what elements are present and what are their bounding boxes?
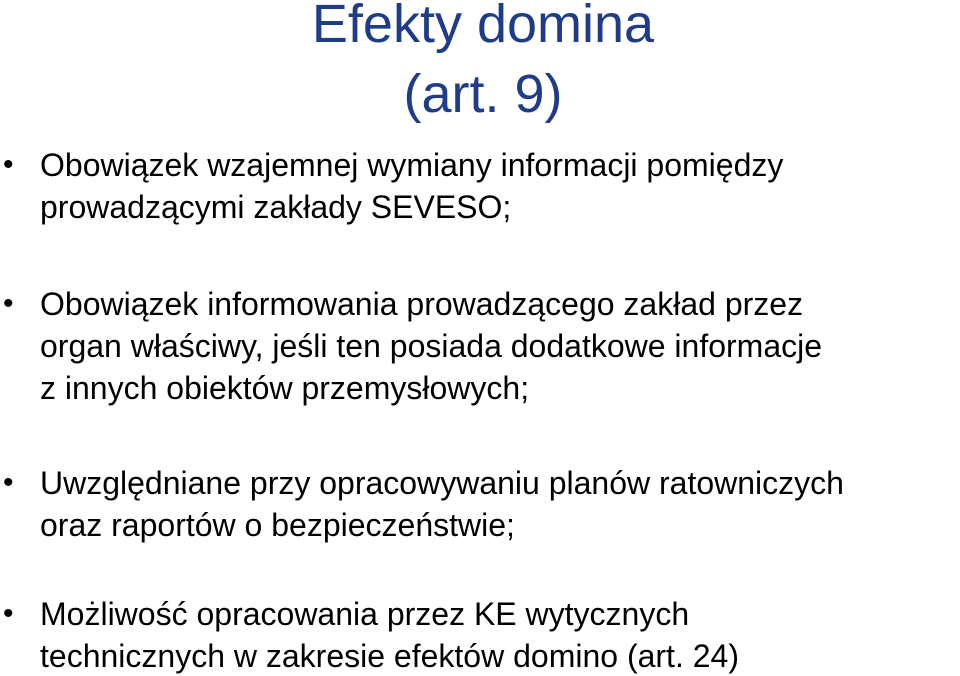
title-line-1: Efekty domina bbox=[311, 0, 655, 54]
title-line-2: (art. 9) bbox=[403, 64, 563, 124]
bullet-text bbox=[40, 283, 960, 409]
bullet-line: z innych obiektów przemysłowych; bbox=[40, 370, 530, 406]
bullet-line: organ właściwy, jeśli ten posiada dodatkowe informacje bbox=[40, 328, 823, 364]
bullet-marker: • bbox=[3, 466, 14, 499]
bullet-marker: • bbox=[3, 287, 14, 320]
bullet-line: Uwzględniane przy opracowywaniu planów ratowniczych bbox=[40, 465, 844, 501]
bullet-marker: • bbox=[3, 148, 14, 181]
bullet-line: Możliwość opracowania przez KE wytycznych bbox=[40, 596, 690, 632]
bullet-text bbox=[40, 462, 960, 546]
bullet-text bbox=[40, 144, 960, 228]
bullet-line: Obowiązek informowania prowadzącego zakład przez bbox=[40, 286, 804, 322]
bullet-line: technicznych w zakresie efektów domino (art. 24) bbox=[40, 638, 739, 674]
bullet-line: Obowiązek wzajemnej wymiany informacji pomiędzy bbox=[40, 147, 784, 183]
bullet-marker: • bbox=[3, 597, 14, 630]
bullet-text bbox=[40, 593, 960, 676]
bullet-line: prowadzącymi zakłady SEVESO; bbox=[40, 189, 512, 225]
bullet-line: oraz raportów o bezpieczeństwie; bbox=[40, 507, 515, 543]
